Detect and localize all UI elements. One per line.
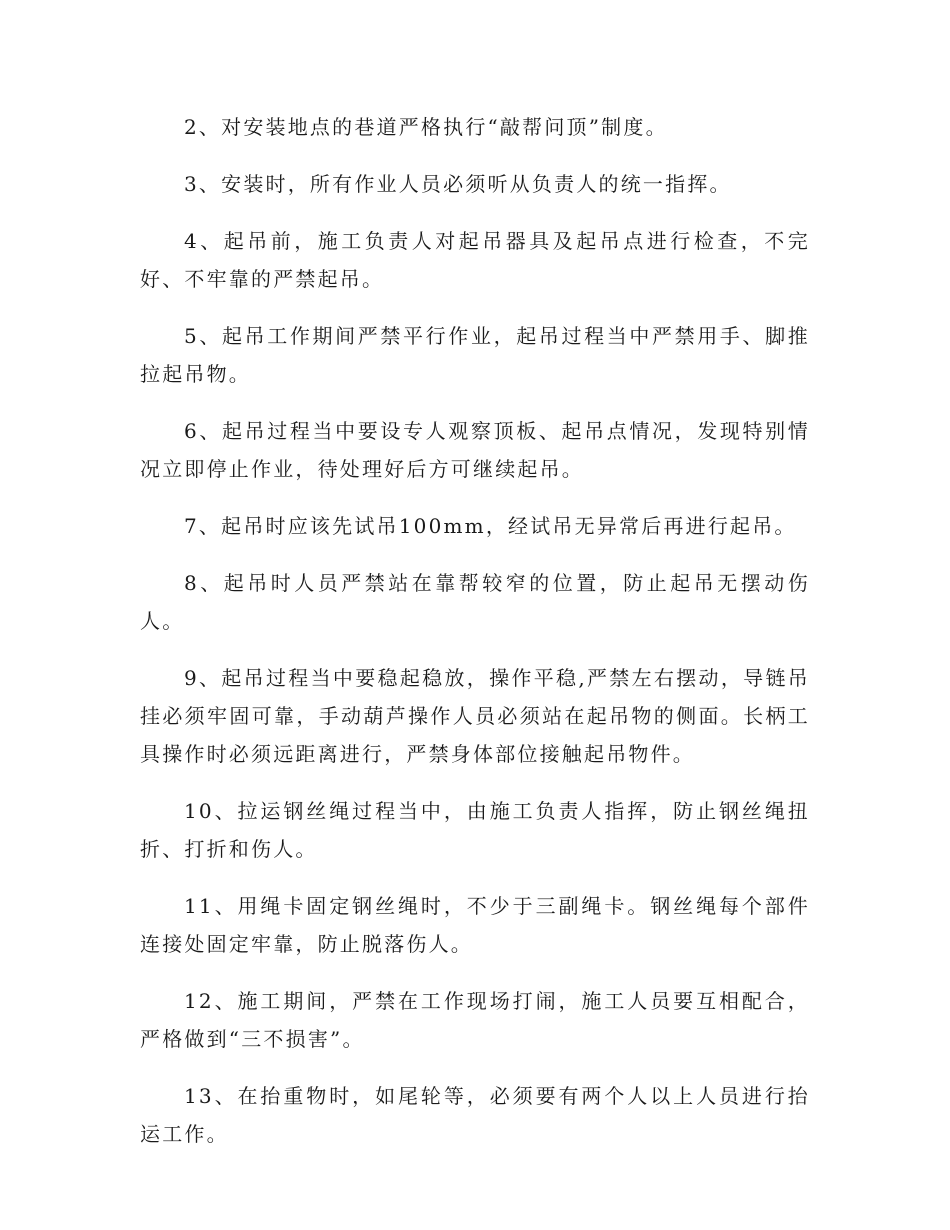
paragraph-item-2: 2、对安装地点的巷道严格执行“敲帮问顶”制度。 (184, 115, 668, 139)
paragraph-item-9: 9、起吊过程当中要稳起稳放，操作平稳,严禁左右摆动，导链吊挂必须牢固可靠，手动葫芦操作人员必须站在起吊物的侧面。长柄工具操作时必须远距离进行，严禁身体部位接触起吊物件。 (140, 666, 810, 766)
paragraph-item-11: 11、用绳卡固定钢丝绳时，不少于三副绳卡。钢丝绳每个部件连接处固定牢靠，防止脱落伤人。 (140, 894, 810, 956)
paragraph-item-3: 3、安装时，所有作业人员必须听从负责人的统一指挥。 (184, 172, 732, 196)
paragraph-item-12: 12、施工期间，严禁在工作现场打闹，施工人员要互相配合，严格做到“三不损害”。 (140, 989, 810, 1051)
document-body (140, 108, 810, 1172)
paragraph-item-8: 8、起吊时人员严禁站在靠帮较窄的位置，防止起吊无摆动伤人。 (140, 571, 810, 633)
paragraph-item-4: 4、起吊前，施工负责人对起吊器具及起吊点进行检查，不完好、不牢靠的严禁起吊。 (140, 229, 810, 291)
paragraph-item-5: 5、起吊工作期间严禁平行作业，起吊过程当中严禁用手、脚推拉起吊物。 (140, 324, 810, 386)
paragraph-item-6: 6、起吊过程当中要设专人观察顶板、起吊点情况，发现特别情况立即停止作业，待处理好后方可继续起吊。 (140, 419, 810, 481)
paragraph-item-7: 7、起吊时应该先试吊100mm，经试吊无异常后再进行起吊。 (184, 514, 797, 538)
paragraph-item-10: 10、拉运钢丝绳过程当中，由施工负责人指挥，防止钢丝绳扭折、打折和伤人。 (140, 799, 810, 861)
paragraph-item-13: 13、在抬重物时，如尾轮等，必须要有两个人以上人员进行抬运工作。 (140, 1084, 810, 1146)
